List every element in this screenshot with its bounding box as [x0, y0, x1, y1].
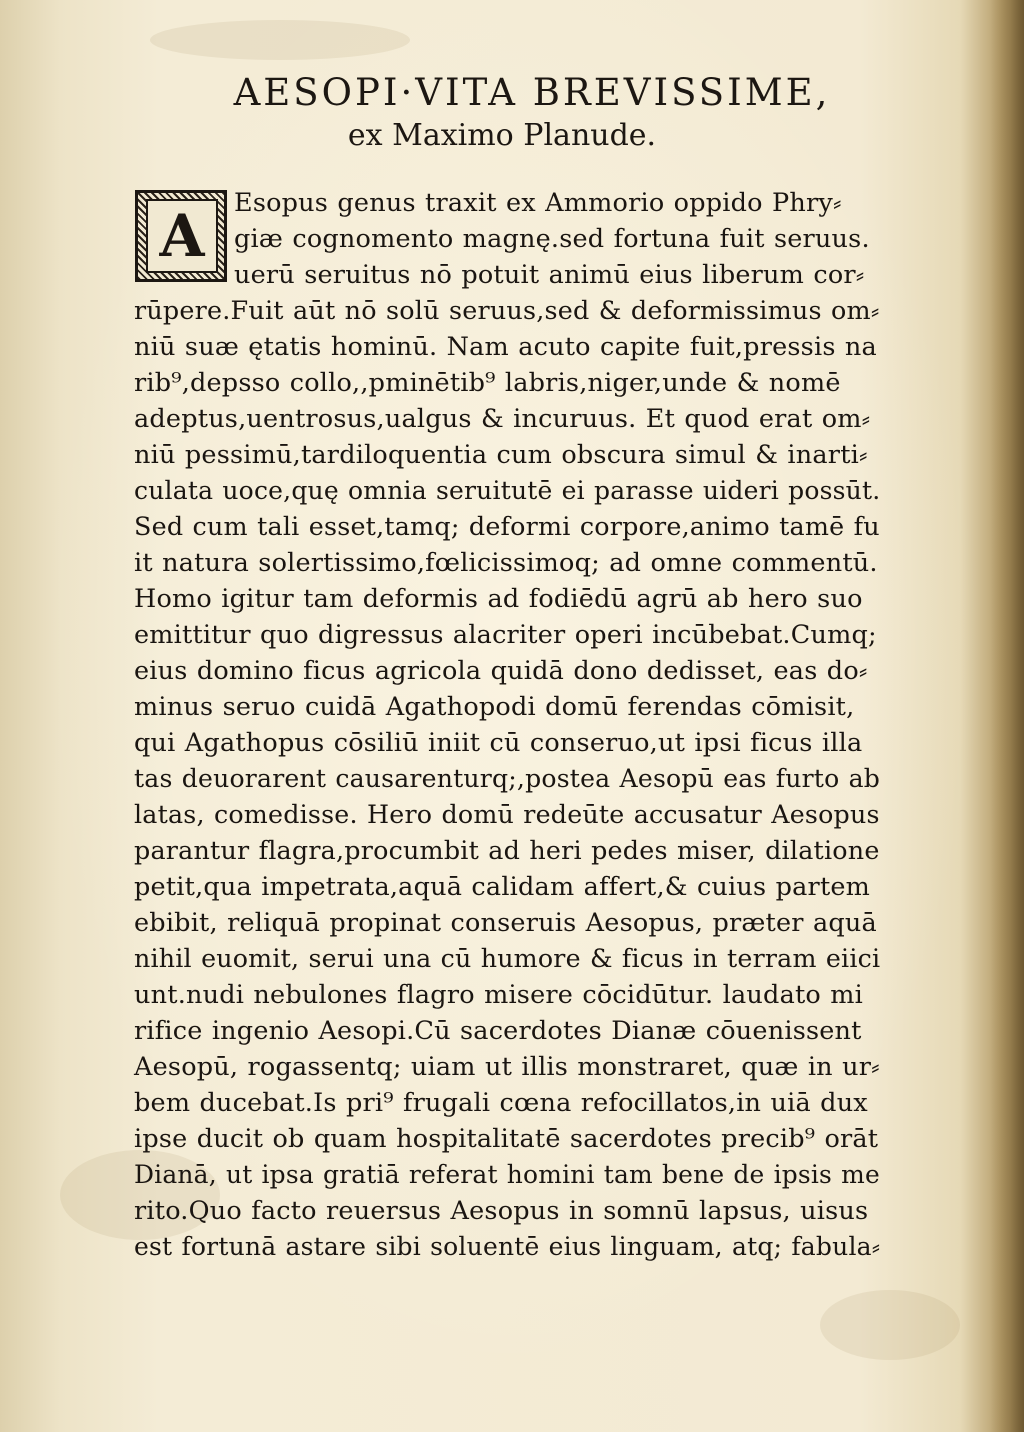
text-line: Homo igitur tam deformis ad fodiēdū agrū ab hero suo — [134, 584, 863, 614]
text-line: nihil euomit, serui una cū humore & ficus in terram eiici — [134, 944, 881, 974]
text-line: petit,qua impetrata,aquā calidam affert,& cuius partem — [134, 872, 871, 902]
text-line: niū suæ ętatis hominū. Nam acuto capite fuit,pressis na — [134, 332, 877, 362]
text-line: niū pessimū,tardiloquentia cum obscura simul & inarti⸗ — [134, 440, 868, 470]
text-line: est fortunā astare sibi soluentē eius linguam, atq; fabula⸗ — [134, 1232, 881, 1262]
text-line: Dianā, ut ipsa gratiā referat homini tam bene de ipsis me — [134, 1160, 880, 1190]
text-line: unt.nudi nebulones flagro misere cōcidūtur. laudato mi — [134, 980, 864, 1010]
text-line: eius domino ficus agricola quidā dono dedisset, eas do⸗ — [134, 656, 868, 686]
text-line: minus seruo cuidā Agathopodi domū ferendas cōmisit, — [134, 692, 855, 722]
text-line: ebibit, reliquā propinat conseruis Aesopus, præter aquā — [134, 908, 877, 938]
text-line: it natura solertissimo,fœlicissimoq; ad omne commentū. — [134, 548, 878, 578]
text-line: Aesopū, rogassentq; uiam ut illis monstraret, quæ in ur⸗ — [134, 1052, 880, 1082]
text-line: parantur flagra,procumbit ad heri pedes miser, dilatione — [134, 836, 880, 866]
text-line: rito.Quo facto reuersus Aesopus in somnū lapsus, uisus — [134, 1196, 869, 1226]
text-line: Esopus genus traxit ex Ammorio oppido Phry⸗ — [234, 188, 842, 218]
text-line: bem ducebat.Is pri⁹ frugali cœna refocillatos,in uiā dux — [134, 1088, 868, 1118]
text-line: rūpere.Fuit aūt nō solū seruus,sed & deformissimus om⸗ — [134, 296, 880, 326]
initial-letter: A — [146, 199, 218, 273]
text-line: latas, comedisse. Hero domū redeūte accusatur Aesopus — [134, 800, 880, 830]
text-line: tas deuorarent causarenturq;,postea Aesopū eas furto ab — [134, 764, 881, 794]
page-subtitle: ex Maximo Planude. — [347, 118, 657, 153]
text-line: qui Agathopus cōsiliū iniit cū conseruo,ut ipsi ficus illa — [134, 728, 863, 758]
text-line: giæ cognomento magnę.sed fortuna fuit seruus. — [234, 224, 870, 254]
text-line: Sed cum tali esset,tamq; deformi corpore,animo tamē fu — [134, 512, 880, 542]
text-line: emittitur quo digressus alacriter operi incūbebat.Cumq; — [134, 620, 877, 650]
page-title: AESOPI·VITA BREVISSIME, — [233, 71, 831, 114]
text-line: uerū seruitus nō potuit animū eius liberum cor⸗ — [234, 260, 865, 290]
text-line: ipse ducit ob quam hospitalitatē sacerdotes precib⁹ orāt — [134, 1124, 879, 1154]
text-line: culata uoce,quę omnia seruitutē ei parasse uideri possūt. — [134, 476, 881, 506]
text-line: adeptus,uentrosus,ualgus & incuruus. Et quod erat om⸗ — [134, 404, 871, 434]
text-line: rifice ingenio Aesopi.Cū sacerdotes Dianæ cōuenissent — [134, 1016, 862, 1046]
text-line: rib⁹,depsso collo,,pminētib⁹ labris,niger,unde & nomē — [134, 368, 841, 398]
